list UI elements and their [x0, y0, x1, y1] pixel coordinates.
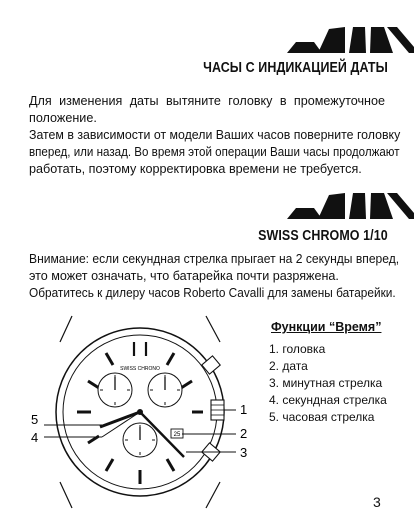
header-stripes-decoration-2: [287, 193, 414, 219]
header-stripes-decoration: [287, 27, 414, 53]
battery-warning: [29, 251, 400, 302]
battery-warning-line-1: Внимание: если секундная стрелка прыгает на 2 секунды вперед,: [29, 252, 400, 266]
callout-4: 4: [31, 430, 39, 445]
function-item-crown: 1. головка: [269, 342, 326, 356]
page-number: 3: [373, 494, 381, 510]
dial-brand-text: SWISS CHRONO: [120, 366, 160, 372]
battery-warning-line-3: Обратитесь к дилеру часов Roberto Cavalli для замены батарейки.: [29, 286, 396, 300]
function-item-second-hand: 4. секундная стрелка: [269, 393, 387, 407]
battery-warning-line-2: это может означать, что батарейка почти разряжена.: [29, 269, 339, 283]
date-instructions-line-1: Для изменения даты вытяните головку в промежуточное: [29, 94, 385, 108]
callout-5: 5: [31, 412, 39, 427]
date-instructions-line-4: вперед, или назад. Во время этой операции Ваши часы продолжают: [29, 145, 400, 159]
date-instructions-line-2: положение.: [29, 111, 97, 125]
callout-3: 3: [240, 445, 248, 460]
functions-title: Функции “Время”: [271, 320, 382, 334]
section-title-swiss-chromo: SWISS CHROMO 1/10: [258, 228, 388, 244]
right-subdial: [148, 373, 182, 407]
functions-list: [269, 341, 387, 426]
date-instructions: [29, 93, 401, 178]
date-window-value: 25: [173, 432, 181, 438]
left-subdial: [98, 373, 132, 407]
date-instructions-line-3: Затем в зависимости от модели Ваших часов поверните головку: [29, 128, 401, 142]
function-item-minute-hand: 3. минутная стрелка: [269, 376, 383, 390]
date-instructions-line-5: работать, поэтому корректировка времени не требуется.: [29, 162, 362, 176]
function-item-hour-hand: 5. часовая стрелка: [269, 410, 375, 424]
bottom-subdial: [123, 423, 157, 457]
callout-1: 1: [240, 402, 248, 417]
callout-2: 2: [240, 426, 248, 441]
watch-diagram: [30, 312, 260, 512]
function-item-date: 2. дата: [269, 359, 308, 373]
section-title-date: ЧАСЫ С ИНДИКАЦИЕЙ ДАТЫ: [203, 60, 388, 76]
